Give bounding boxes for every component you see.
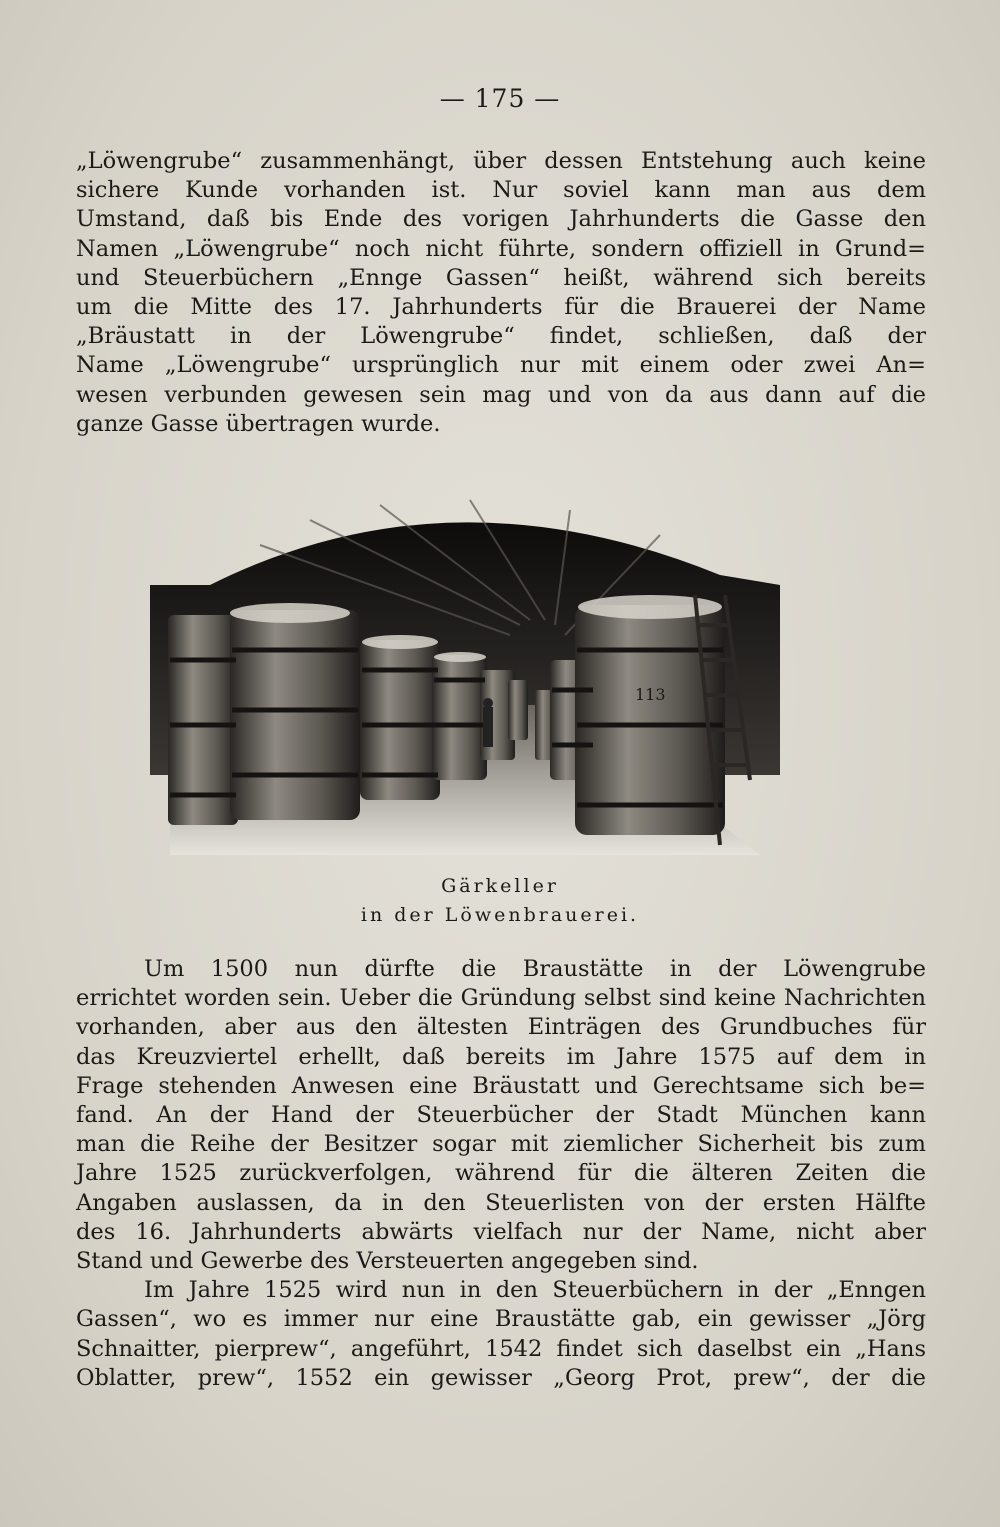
text-line: Um 1500 nun dürfte die Braustätte in der Löwengrube (144, 956, 926, 982)
page-number: — 175 — (439, 84, 561, 113)
text-line: wesen verbunden gewesen sein mag und von da aus dann auf die (76, 381, 926, 408)
text-line: vorhanden, aber aus den ältesten Einträgen des Grundbuches für (76, 1014, 926, 1041)
text-line: fand. An der Hand der Steuerbücher der Stadt München kann (76, 1102, 926, 1129)
text-line: Oblatter, prew“, 1552 ein gewisser „Georg Prot, prew“, der die (76, 1364, 926, 1391)
text-line: errichtet worden sein. Ueber die Gründung selbst sind keine Nachrichten (76, 985, 926, 1012)
text-line: das Kreuzviertel erhellt, daß bereits im Jahre 1575 auf dem in (76, 1043, 926, 1070)
figure-caption-subtitle: in der Löwenbrauerei. (360, 904, 640, 926)
text-line: des 16. Jahrhunderts abwärts vielfach nur der Name, nicht aber (76, 1218, 926, 1245)
text-line: Stand und Gewerbe des Versteuerten angegeben sind. (76, 1248, 699, 1275)
text-line: Jahre 1525 zurückverfolgen, während für die älteren Zeiten die (76, 1160, 926, 1187)
figure-caption-title: Gärkeller (441, 875, 559, 897)
text-line: und Steuerbüchern „Ennge Gassen“ heißt, während sich bereits (76, 264, 926, 291)
text-line: Schnaitter, pierprew“, angeführt, 1542 findet sich daselbst ein „Hans (76, 1335, 926, 1362)
text-line: Namen „Löwengrube“ noch nicht führte, sondern offiziell in Grund= (76, 235, 926, 262)
text-line: um die Mitte des 17. Jahrhunderts für die Brauerei der Name (76, 294, 926, 321)
text-line: man die Reihe der Besitzer sogar mit ziemlicher Sicherheit bis zum (76, 1131, 926, 1158)
text-line: Frage stehenden Anwesen eine Bräustatt und Gerechtsame sich be= (76, 1072, 926, 1099)
text-line: sichere Kunde vorhanden ist. Nur soviel kann man aus dem (76, 177, 926, 204)
text-line: Umstand, daß bis Ende des vorigen Jahrhunderts die Gasse den (76, 206, 926, 233)
paragraph-1 (76, 147, 926, 439)
text-line: Name „Löwengrube“ ursprünglich nur mit einem oder zwei An= (76, 352, 926, 379)
text-line: „Bräustatt in der Löwengrube“ findet, schließen, daß der (76, 323, 926, 350)
paragraph-2 (76, 955, 926, 1393)
text-line: ganze Gasse übertragen wurde. (76, 410, 441, 437)
text-line: Im Jahre 1525 wird nun in den Steuerbüchern in der „Enngen (144, 1277, 926, 1304)
cellar-illustration (150, 475, 780, 885)
text-line: „Löwengrube“ zusammenhängt, über dessen Entstehung auch keine (76, 148, 926, 174)
text-line: Angaben auslassen, da in den Steuerlisten von der ersten Hälfte (76, 1189, 926, 1216)
text-line: Gassen“, wo es immer nur eine Braustätte gab, ein gewisser „Jörg (76, 1306, 926, 1333)
barrel-mark: 113 (635, 685, 666, 704)
